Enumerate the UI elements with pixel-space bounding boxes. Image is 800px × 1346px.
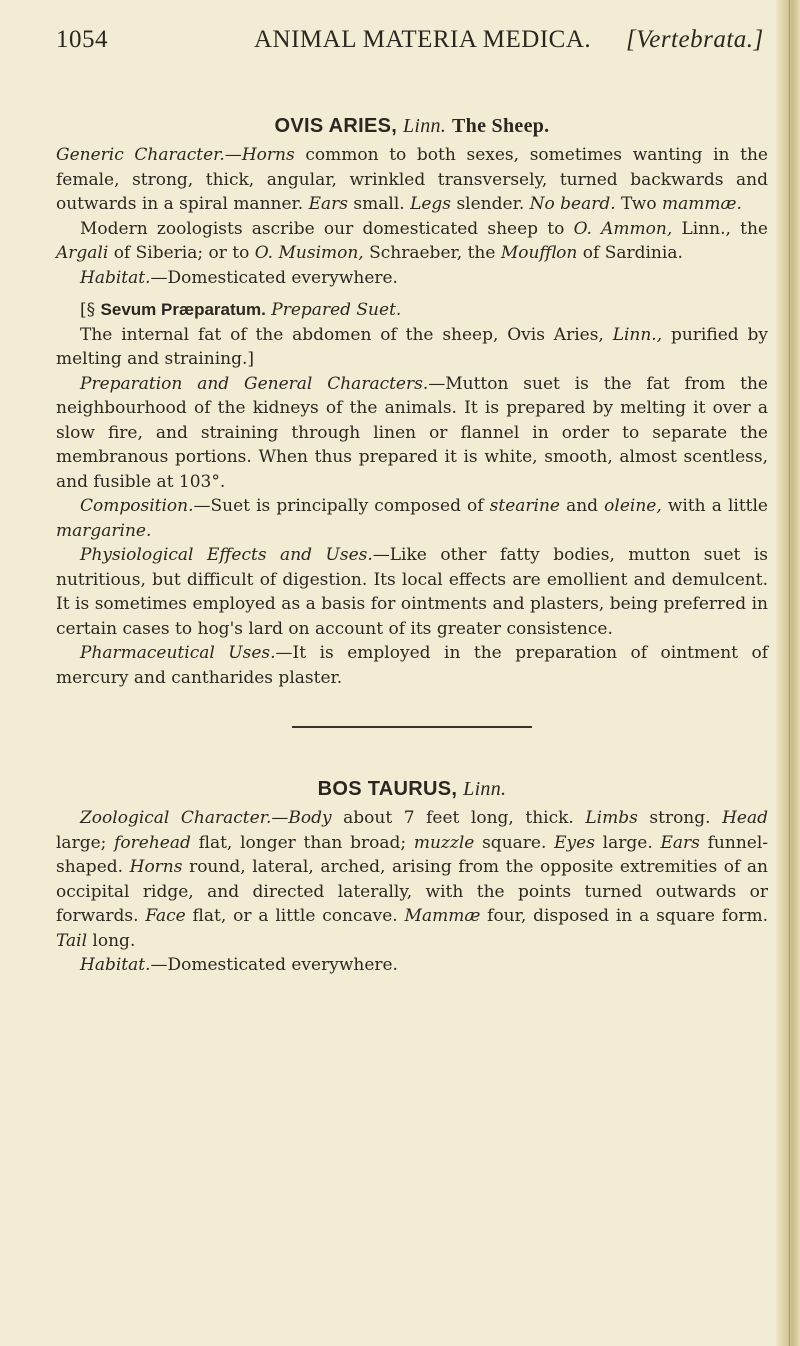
mammae-text: four, disposed in a square form. bbox=[480, 906, 768, 926]
page-edge-line bbox=[789, 0, 790, 1346]
mammae-label: mammæ. bbox=[661, 194, 742, 214]
page-number: 1054 bbox=[56, 26, 108, 53]
generic-label: Generic Character. bbox=[56, 145, 225, 165]
sevum-subtitle: Prepared Suet. bbox=[265, 300, 402, 320]
preparation-label: Preparation and General Characters. bbox=[80, 373, 429, 394]
habitat-label: Habitat. bbox=[80, 267, 151, 288]
sevum-heading bbox=[56, 298, 768, 323]
section-divider bbox=[292, 726, 532, 728]
composition-label: Composition. bbox=[80, 496, 194, 516]
pharmaceutical-label: Pharmaceutical Uses. bbox=[80, 643, 276, 663]
modern-text: of Siberia; or to bbox=[108, 243, 255, 263]
preparation-text: —Mutton suet is the fat from the neighbourhood of the kidneys of the animals. It is prepared by melting it over a slow fire, and straining through linen or flannel in order to separate the membranous portions. When thus prepared it is white, smooth, almost scentless, and fusible at 103°. bbox=[56, 373, 768, 492]
margarine-label: margarine. bbox=[56, 520, 152, 541]
tail-label: Tail bbox=[56, 930, 88, 951]
bos-name: BOS TAURUS, bbox=[317, 778, 458, 800]
beard-label: No beard. bbox=[529, 194, 616, 214]
composition-text: —Suet is principally composed of bbox=[193, 496, 490, 516]
sevum-title: Sevum Præparatum. bbox=[100, 300, 266, 319]
sevum-physiological-effects bbox=[56, 543, 768, 641]
muzzle-label: muzzle bbox=[413, 832, 475, 853]
dash: — bbox=[271, 808, 289, 828]
sevum-pharmaceutical-uses bbox=[56, 641, 768, 690]
composition-text: and bbox=[560, 496, 605, 516]
two-text: Two bbox=[615, 194, 662, 214]
ovis-name: OVIS ARIES, bbox=[274, 115, 398, 137]
eyes-label: Eyes bbox=[554, 832, 595, 853]
musimon-label: O. Musimon, bbox=[254, 243, 364, 263]
habitat-label: Habitat. bbox=[80, 955, 151, 975]
face-label: Face bbox=[145, 906, 186, 926]
modern-text: Linn., the bbox=[672, 218, 768, 239]
face-text: flat, or a little concave. bbox=[185, 906, 405, 926]
composition-text: with a little bbox=[661, 496, 768, 516]
habitat-text: —Domesticated everywhere. bbox=[150, 267, 398, 288]
ovis-common-name: The Sheep. bbox=[452, 115, 550, 137]
ears-label: Ears bbox=[660, 832, 700, 853]
body-text: about 7 feet long, thick. bbox=[331, 808, 586, 828]
running-title: ANIMAL MATERIA MEDICA. bbox=[254, 26, 592, 53]
head-text: large; bbox=[56, 832, 115, 853]
ovis-habitat bbox=[56, 266, 768, 291]
ammon-label: O. Ammon, bbox=[573, 218, 673, 239]
horns-text: common to both sexes, sometimes wanting in the female, strong, thick, angular, wrinkled transversely, turned backwards and outwards in a spiral manner. bbox=[56, 145, 768, 214]
bos-authority: Linn. bbox=[463, 778, 507, 800]
horns-label: Horns bbox=[241, 145, 295, 165]
legs-text: slender. bbox=[451, 194, 530, 214]
linn-label: Linn., bbox=[612, 324, 663, 345]
moufflon-label: Moufflon bbox=[500, 243, 578, 263]
physiological-label: Physiological Effects and Uses. bbox=[80, 545, 373, 565]
horns-text: round, lateral, arched, arising from the opposite extremities of an occipital ridge, and directed laterally, with the points turned outwards or forwards. bbox=[56, 857, 768, 926]
argali-label: Argali bbox=[56, 243, 109, 263]
ovis-modern-zoologists bbox=[56, 217, 768, 266]
modern-text: of Sardinia. bbox=[577, 243, 683, 263]
head-label: Head bbox=[722, 808, 768, 828]
physiological-text: —Like other fatty bodies, mutton suet is nutritious, but difficult of digestion. Its local effects are emollient and demulcent. It is sometimes employed as a basis for ointments and plasters, being preferred in certain cases to hog's lard on account of its greater consistence. bbox=[56, 545, 768, 639]
ovis-authority: Linn. bbox=[402, 115, 447, 137]
muzzle-text: square. bbox=[474, 832, 555, 853]
ears-text: funnel-shaped. bbox=[56, 832, 769, 877]
body-label: Body bbox=[288, 808, 332, 828]
zoological-label: Zoological Character. bbox=[80, 808, 272, 828]
legs-label: Legs bbox=[410, 194, 452, 214]
modern-text: Modern zoologists ascribe our domesticated sheep to bbox=[80, 218, 574, 239]
sevum-text: purified by melting and straining.] bbox=[56, 324, 768, 369]
ears-text: small. bbox=[348, 194, 411, 214]
modern-text: Schraeber, the bbox=[363, 243, 501, 263]
dash: — bbox=[224, 145, 242, 165]
limbs-text: strong. bbox=[637, 808, 723, 828]
forehead-label: forehead bbox=[114, 832, 191, 853]
pharmaceutical-text: —It is employed in the preparation of ointment of mercury and cantharides plaster. bbox=[56, 643, 768, 688]
ovis-generic-character bbox=[56, 143, 768, 217]
horns-label: Horns bbox=[129, 857, 183, 877]
ovis-heading bbox=[56, 110, 768, 142]
sevum-preparation bbox=[56, 372, 768, 495]
ears-label: Ears bbox=[308, 194, 348, 214]
open-bracket: [§ bbox=[80, 300, 101, 320]
running-head bbox=[56, 26, 776, 60]
habitat-text: —Domesticated everywhere. bbox=[150, 955, 398, 975]
stearine-label: stearine bbox=[489, 496, 560, 516]
sevum-composition bbox=[56, 494, 768, 543]
eyes-text: large. bbox=[594, 832, 661, 853]
limbs-label: Limbs bbox=[585, 808, 638, 828]
mammae-label: Mammæ bbox=[404, 906, 481, 926]
page-content bbox=[56, 110, 768, 978]
bos-heading bbox=[56, 773, 768, 805]
bos-habitat bbox=[56, 953, 768, 978]
tail-text: long. bbox=[87, 930, 136, 951]
oleine-label: oleine, bbox=[604, 496, 662, 516]
bos-zoological-character bbox=[56, 806, 768, 953]
sevum-text: The internal fat of the abdomen of the sheep, Ovis Aries, bbox=[80, 324, 613, 345]
running-section: [Vertebrata.] bbox=[626, 26, 764, 53]
sevum-description bbox=[56, 323, 768, 372]
page-edge bbox=[776, 0, 800, 1346]
forehead-text: flat, longer than broad; bbox=[190, 832, 414, 853]
